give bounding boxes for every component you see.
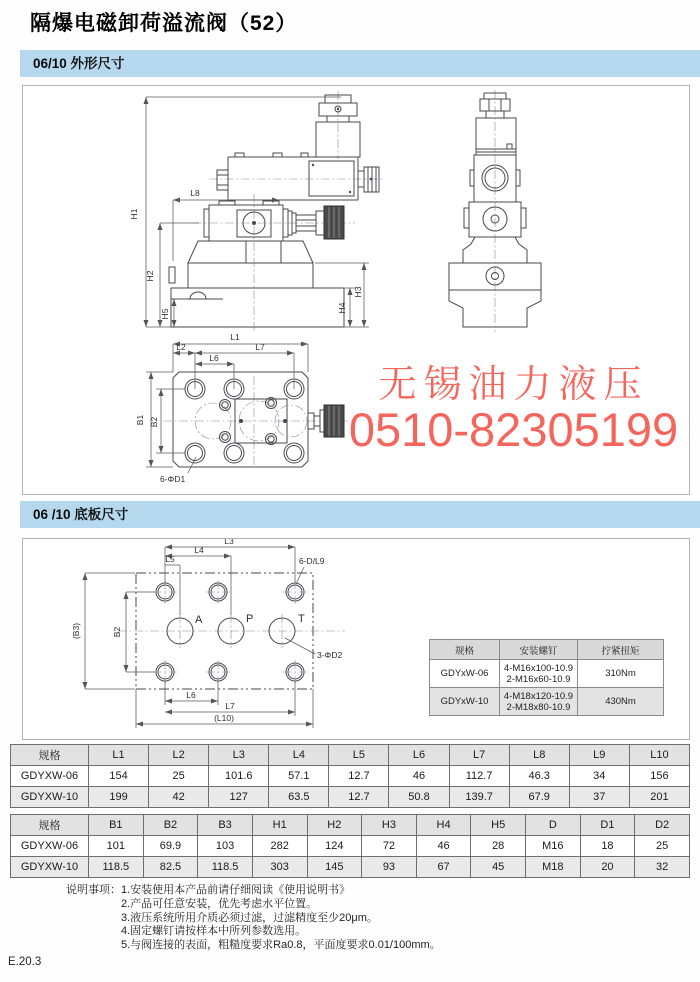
col-header: L8 bbox=[509, 745, 569, 766]
cell-screws bbox=[500, 688, 578, 716]
notes-label: 说明事项： bbox=[66, 884, 121, 896]
col-header: L5 bbox=[329, 745, 389, 766]
cell: 199 bbox=[89, 787, 149, 808]
watermark-line1: 无锡油力液压 bbox=[378, 364, 649, 406]
cell: 25 bbox=[149, 766, 209, 787]
cell-torque: 310Nm bbox=[578, 660, 664, 688]
col-header: 安装螺钉 bbox=[500, 640, 578, 660]
dim-label-h5: H5 bbox=[160, 308, 170, 320]
dim-label-b2-plate: B2 bbox=[112, 626, 122, 638]
dim-label-l7: L7 bbox=[255, 342, 265, 352]
port-label-t: T bbox=[298, 613, 305, 625]
col-header: L3 bbox=[209, 745, 269, 766]
col-header: H3 bbox=[362, 815, 417, 836]
cell: M16 bbox=[526, 836, 581, 857]
cell: 32 bbox=[635, 857, 690, 878]
col-header: D2 bbox=[635, 815, 690, 836]
cell: 103 bbox=[198, 836, 253, 857]
top-view bbox=[135, 332, 355, 484]
watermark-line2: 0510-82305199 bbox=[348, 402, 679, 456]
cell: 72 bbox=[362, 836, 417, 857]
note-item: 1.安装使用本产品前请仔细阅读《使用说明书》 bbox=[121, 884, 351, 896]
length-dimension-table bbox=[10, 744, 690, 808]
table-row bbox=[11, 815, 690, 836]
cell: 50.8 bbox=[389, 787, 449, 808]
side-view bbox=[449, 90, 541, 332]
col-header: H4 bbox=[416, 815, 471, 836]
notes-block bbox=[66, 884, 441, 953]
hole-callout-3d2: 3-ΦD2 bbox=[317, 650, 343, 660]
page-title: 隔爆电磁卸荷溢流阀（52） bbox=[30, 12, 298, 35]
dim-label-l8: L8 bbox=[190, 188, 200, 198]
port-label-p: P bbox=[246, 613, 254, 625]
col-header: L4 bbox=[269, 745, 329, 766]
dim-label-l6-plate: L6 bbox=[186, 690, 196, 700]
cell-screws bbox=[500, 660, 578, 688]
cell: 154 bbox=[89, 766, 149, 787]
dim-label-l10: (L10) bbox=[214, 713, 234, 723]
cell: 118.5 bbox=[198, 857, 253, 878]
table-row bbox=[11, 787, 690, 808]
height-dimension-table bbox=[10, 814, 690, 878]
cell: 67.9 bbox=[509, 787, 569, 808]
col-header: D bbox=[526, 815, 581, 836]
dim-label-l5: L5 bbox=[165, 554, 175, 564]
cell-torque: 430Nm bbox=[578, 688, 664, 716]
col-header: B1 bbox=[89, 815, 144, 836]
note-item: 2.产品可任意安装，优先考虑水平位置。 bbox=[121, 897, 318, 910]
cell: 12.7 bbox=[329, 766, 389, 787]
dim-label-b1: B1 bbox=[135, 414, 145, 426]
cell: 37 bbox=[569, 787, 629, 808]
cell: 124 bbox=[307, 836, 362, 857]
dim-label-b3: (B3) bbox=[71, 622, 81, 640]
section-header-outline-label: 06/10 外形尺寸 bbox=[33, 56, 125, 71]
notes-items bbox=[121, 884, 441, 953]
hole-callout-6d1: 6-ΦD1 bbox=[160, 474, 186, 484]
cell: 118.5 bbox=[89, 857, 144, 878]
outline-drawing-panel bbox=[22, 85, 690, 495]
screw-spec-table bbox=[429, 639, 664, 716]
dim-label-h4: H4 bbox=[337, 302, 347, 314]
col-header: H5 bbox=[471, 815, 526, 836]
cell: GDYXW-10 bbox=[11, 787, 89, 808]
note-item: 5.与阀连接的表面，粗糙度要求Ra0.8，平面度要求0.01/100mm。 bbox=[121, 939, 441, 952]
cell: 46 bbox=[416, 836, 471, 857]
dim-label-l4: L4 bbox=[194, 545, 204, 555]
col-header: D1 bbox=[580, 815, 635, 836]
cell-model: GDYxW-10 bbox=[430, 688, 500, 716]
port-label-a: A bbox=[195, 614, 203, 626]
dim-label-l2: L2 bbox=[176, 342, 186, 352]
baseplate-panel bbox=[22, 538, 690, 740]
col-header: 规格 bbox=[11, 815, 89, 836]
cell: GDYXW-10 bbox=[11, 857, 89, 878]
dim-label-l1: L1 bbox=[230, 332, 240, 342]
col-header: L9 bbox=[569, 745, 629, 766]
cell: 25 bbox=[635, 836, 690, 857]
cell-model: GDYxW-06 bbox=[430, 660, 500, 688]
cell: 69.9 bbox=[143, 836, 198, 857]
col-header: H2 bbox=[307, 815, 362, 836]
dim-label-l6: L6 bbox=[209, 353, 219, 363]
col-header: L7 bbox=[449, 745, 509, 766]
note-item: 4.固定螺钉请按样本中所列参数选用。 bbox=[121, 925, 307, 938]
cell: 93 bbox=[362, 857, 417, 878]
cell: 282 bbox=[252, 836, 307, 857]
cell: 42 bbox=[149, 787, 209, 808]
cell: 139.7 bbox=[449, 787, 509, 808]
front-view bbox=[129, 91, 385, 332]
baseplate-view bbox=[71, 539, 345, 728]
cell: 101 bbox=[89, 836, 144, 857]
cell: 67 bbox=[416, 857, 471, 878]
section-header-outline bbox=[20, 50, 700, 77]
cell: 57.1 bbox=[269, 766, 329, 787]
screw-line1: 4-M18x120-10.9 bbox=[503, 690, 574, 702]
dim-label-l3: L3 bbox=[224, 539, 234, 546]
cell: 46.3 bbox=[509, 766, 569, 787]
watermark bbox=[341, 366, 686, 454]
cell: GDYXW-06 bbox=[11, 766, 89, 787]
cell: 28 bbox=[471, 836, 526, 857]
table-row bbox=[430, 640, 664, 660]
page-code: E.20.3 bbox=[8, 956, 42, 968]
table-row bbox=[430, 688, 664, 716]
section-header-baseplate bbox=[20, 501, 700, 528]
col-header: H1 bbox=[252, 815, 307, 836]
dim-label-l7-plate: L7 bbox=[225, 701, 235, 711]
col-header: 规格 bbox=[430, 640, 500, 660]
cell: GDYXW-06 bbox=[11, 836, 89, 857]
col-header: 拧紧扭矩 bbox=[578, 640, 664, 660]
note-item: 3.液压系统所用介质必须过滤，过滤精度至少20μm。 bbox=[121, 911, 378, 924]
cell: 34 bbox=[569, 766, 629, 787]
cell: 63.5 bbox=[269, 787, 329, 808]
dim-label-h3: H3 bbox=[353, 286, 363, 298]
cell: 20 bbox=[580, 857, 635, 878]
screw-line2: 2-M16x60-10.9 bbox=[506, 673, 571, 685]
dim-label-b2: B2 bbox=[149, 416, 159, 428]
col-header: L1 bbox=[89, 745, 149, 766]
cell: 82.5 bbox=[143, 857, 198, 878]
table-row bbox=[11, 745, 690, 766]
col-header: B2 bbox=[143, 815, 198, 836]
screw-line2: 2-M18x80-10.9 bbox=[506, 701, 571, 713]
cell: 201 bbox=[629, 787, 689, 808]
cell: 12.7 bbox=[329, 787, 389, 808]
hole-callout-6dl9: 6-D/L9 bbox=[299, 556, 325, 566]
col-header: L10 bbox=[629, 745, 689, 766]
cell: 18 bbox=[580, 836, 635, 857]
section-header-baseplate-label: 06 /10 底板尺寸 bbox=[33, 507, 129, 522]
cell: 46 bbox=[389, 766, 449, 787]
col-header: 规格 bbox=[11, 745, 89, 766]
screw-line1: 4-M16x100-10.9 bbox=[503, 662, 574, 674]
table-row bbox=[430, 660, 664, 688]
cell: 156 bbox=[629, 766, 689, 787]
cell: 303 bbox=[252, 857, 307, 878]
cell: 45 bbox=[471, 857, 526, 878]
col-header: L2 bbox=[149, 745, 209, 766]
table-row bbox=[11, 836, 690, 857]
cell: M18 bbox=[526, 857, 581, 878]
cell: 112.7 bbox=[449, 766, 509, 787]
table-row bbox=[11, 857, 690, 878]
table-row bbox=[11, 766, 690, 787]
cell: 145 bbox=[307, 857, 362, 878]
cell: 127 bbox=[209, 787, 269, 808]
dim-label-h1: H1 bbox=[129, 208, 139, 220]
col-header: L6 bbox=[389, 745, 449, 766]
dim-label-h2: H2 bbox=[145, 270, 155, 282]
col-header: B3 bbox=[198, 815, 253, 836]
cell: 101.6 bbox=[209, 766, 269, 787]
